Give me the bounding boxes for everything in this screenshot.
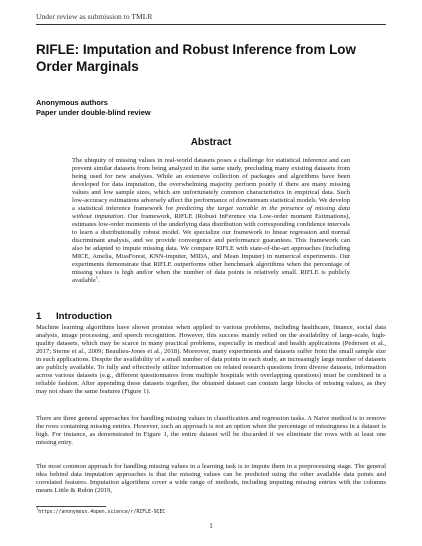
intro-paragraph-3: The most common approach for handling missing values in a learning task is to impute them in a preprocessing stage. The general idea behind data imputation approaches is that the missing values can be predicted using the other available data points and correlated features. Imputation algorithms cover a wide range of methods, including imputing missing entries with the columns means Little & Rubin (2019, xyxy=(36,463,386,495)
review-note: Paper under double-blind review xyxy=(36,107,151,117)
running-head: Under review as submission to TMLR xyxy=(36,12,153,21)
section-number: 1 xyxy=(36,311,42,322)
section-heading xyxy=(36,311,112,322)
abstract-body xyxy=(72,157,350,285)
footnote-marker[interactable]: 1 xyxy=(95,275,99,281)
header-rule xyxy=(36,24,386,25)
footnote xyxy=(36,506,166,515)
author-block xyxy=(36,98,151,117)
abstract-emphasis: predicting the target variable in the presence of missing data without imputation xyxy=(72,205,350,221)
footnote-rule xyxy=(36,506,106,507)
author-names: Anonymous authors xyxy=(36,98,108,107)
intro-paragraph-2: There are three general approaches for handling missing values in classification and regression tasks. A Naive method is to remove the rows containing missing entries. However, such an approach is not an option when the percentage of missingness in a dataset is high. For instance, as demonstrated in Figure 1, the entire dataset will be discarded if we eliminate the rows with at least one missing entry. xyxy=(36,415,386,447)
section-title: Introduction xyxy=(56,311,112,322)
page-number: 1 xyxy=(209,522,213,530)
footnote-link[interactable]: https://anonymous.4open.science/r/RIFLE-9CEC xyxy=(38,510,166,515)
abstract-text-2: . Our framework, RIFLE (Robust InFerence via Low-order moment Estimations), estimates low-order moments of the underlying data distribution with corresponding confidence intervals to learn a distributionally robust model. We specialize our framework to linear regression and normal discriminant analysis, and we provide convergence and performance guarantees. This framework can also be adapted to impute missing data. We compare RIFLE with state-of-the-art approaches (including MICE, Amelia, MissForest, KNN-imputer, MIDA, and Mean Imputer) in numerical experiments. Our experiments demonstrate that RIFLE outperforms other benchmark algorithms when the percentage of missing values is high and/or when the number of data points is relatively small. RIFLE is publicly available xyxy=(72,213,350,285)
intro-paragraph-1: Machine learning algorithms have shown promise when applied to various problems, including healthcare, finance, social data analysis, image processing, and speech recognition. However, this success mainly relied on the availability of large-scale, high-quality datasets, which may be scarce in many practical problems, especially in medical and health applications (Pedersen et al., 2017; Sterne et al., 2009; Beaulieu-Jones et al., 2018). Moreover, many experiments and datasets suffer from the small sample size in such applications. Despite the availability of a small number of data points in each study, an increasingly large number of datasets are publicly available. To fully and effectively utilize information on related research questions from diverse datasets, information across various datasets (e.g., different questionnaires from multiple hospitals with overlapping questions) must be combined in a reliable fashion. After appending these datasets together, the obtained dataset can contain large blocks of missing values, as they may not share the same features (Figure 1). xyxy=(36,324,386,396)
paper-title: RIFLE: Imputation and Robust Inference from Low Order Marginals xyxy=(36,42,356,74)
abstract-text-1: The ubiquity of missing values in real-world datasets poses a challenge for statistical inference and can prevent similar datasets from being analyzed in the same study, precluding many existing datasets from being used for new analyses. While an extensive collection of packages and algorithms have been developed for data imputation, the overwhelming majority perform poorly if there are many missing values and low sample sizes, which are unfortunately common characteristics in empirical data. Such low-accuracy estimations adversely affect the performance of downstream statistical models. We develop a statistical inference framework for xyxy=(72,157,350,213)
abstract-heading: Abstract xyxy=(190,137,232,148)
abstract-end: . xyxy=(98,277,100,285)
footnote-number: 1 xyxy=(36,506,39,512)
